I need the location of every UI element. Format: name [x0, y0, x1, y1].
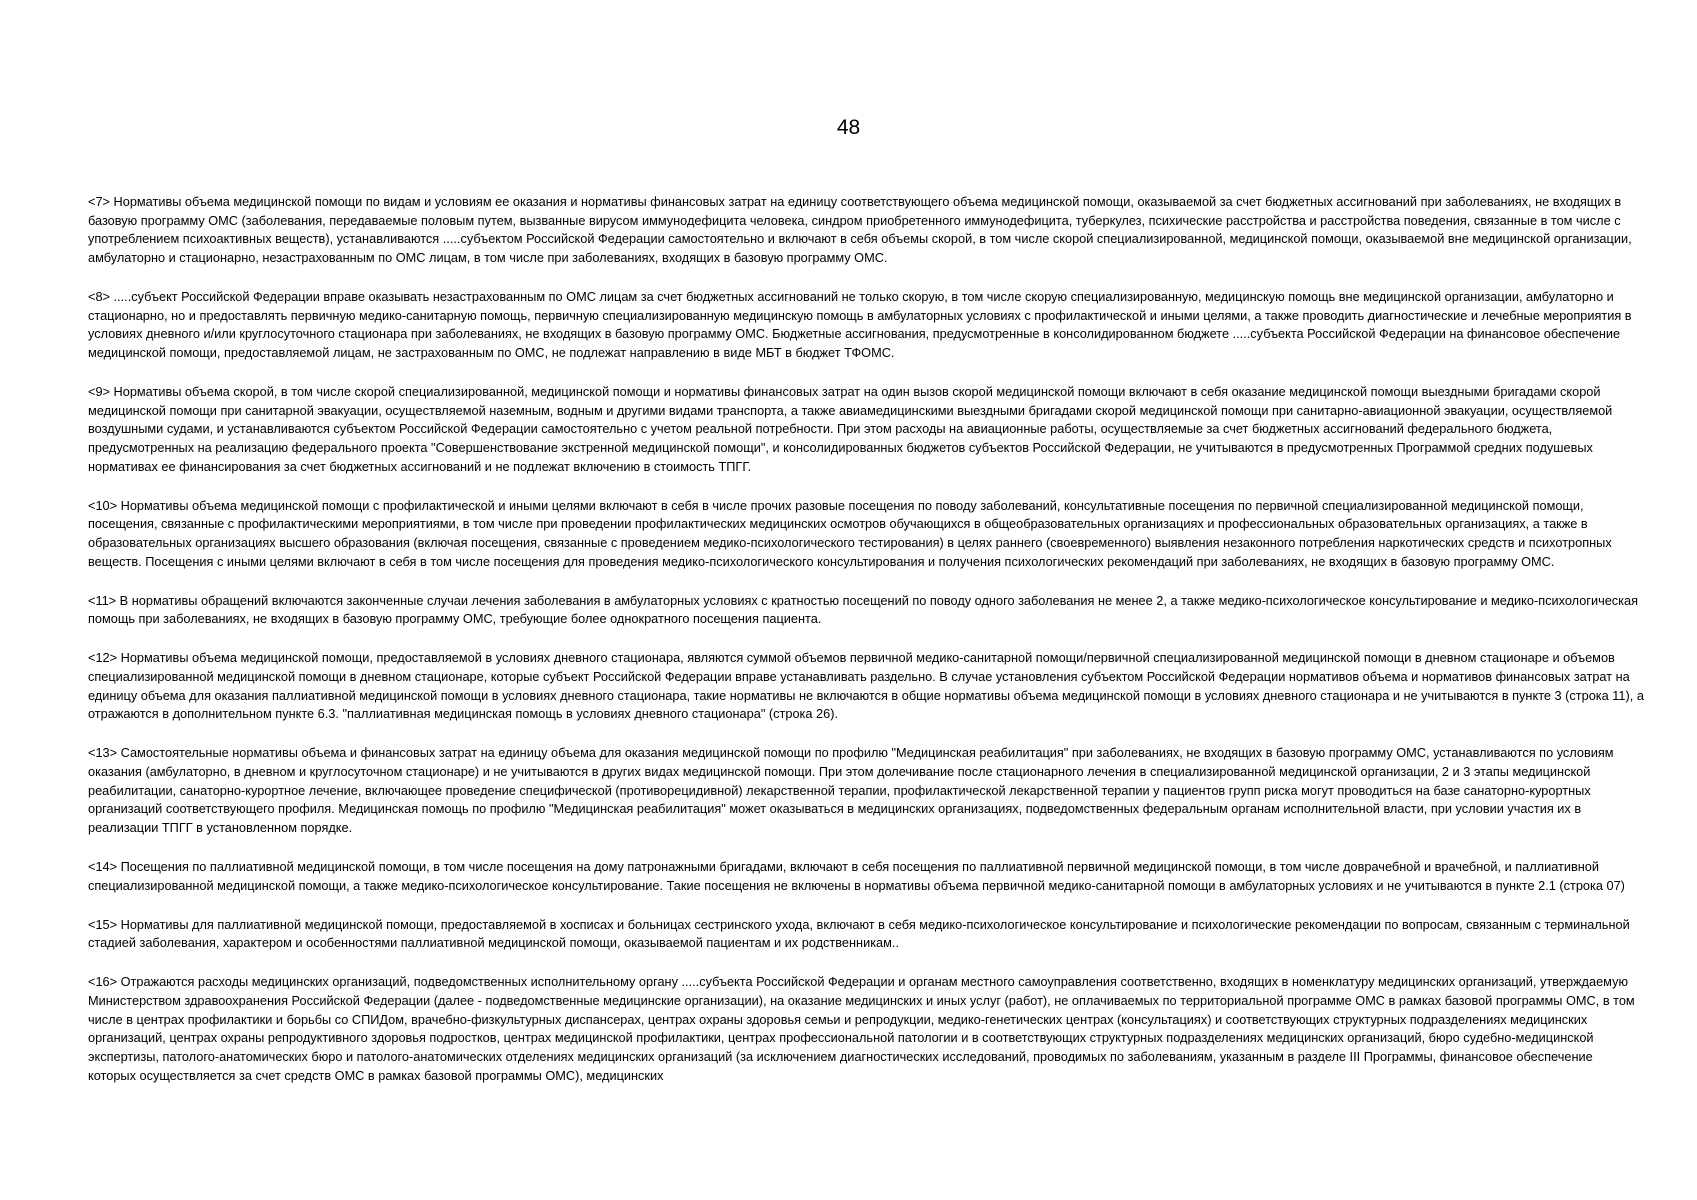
footnote-13: <13> Самостоятельные нормативы объема и финансовых затрат на единицу объема для оказания медицинской помощи по профилю "Медицинская реабилитация" при заболеваниях, не входящих в базовую программу ОМС, устанавливаются по условиям оказания (амбулаторно, в дневном и круглосуточном стационаре) и не учитываются в других видах медицинской помощи. При этом долечивание после стационарного лечения в специализированной медицинской организации, 2 и 3 этапы медицинской реабилитации, санаторно-курортное лечение, включающее проведение специфической (противорецидивной) лекарственной терапии, профилактической лекарственной терапии у пациентов групп риска могут проводиться на базе санаторно-курортных организаций соответствующего профиля. Медицинская помощь по профилю "Медицинская реабилитация" может оказываться в медицинских организациях, подведомственных федеральным органам исполнительной власти, при условии участия их в реализации ТПГГ в установленном порядке. — [88, 745, 1614, 836]
footnote-12: <12> Нормативы объема медицинской помощи, предоставляемой в условиях дневного стационара, являются суммой объемов первичной медико-санитарной помощи/первичной специализированной медицинской помощи в дневном стационаре и объемов специализированной медицинской помощи в дневном стационаре, которые субъект Российской Федерации вправе устанавливать раздельно. В случае установления субъектом Российской Федерации нормативов объема и нормативов финансовых затрат на единицу объема для оказания паллиативной медицинской помощи в условиях дневного стационара, такие нормативы не включаются в общие нормативы объема медицинской помощи в условиях дневного стационара и не учитываются в пункте 3 (строка 11), а отражаются в дополнительном пункте 6.3. "паллиативная медицинская помощь в условиях дневного стационара" (строка 26). — [88, 650, 1644, 722]
footnote-8: <8> .....субъект Российской Федерации вправе оказывать незастрахованным по ОМС лицам за счет бюджетных ассигнований не только скорую, в том числе скорую специализированную, медицинскую помощь вне медицинской организации, амбулаторно и стационарно, но и предоставлять первичную медико-санитарную помощь, первичную специализированную медицинскую помощь в амбулаторных условиях с профилактической и иными целями, а также проводить диагностические и лечебные мероприятия в условиях дневного и/или круглосуточного стационара при заболеваниях, не входящих в базовую программу ОМС. Бюджетные ассигнования, предусмотренные в консолидированном бюджете .....субъекта Российской Федерации на финансовое обеспечение медицинской помощи, предоставляемой лицам, не застрахованным по ОМС, не подлежат направлению в виде МБТ в бюджет ТФОМС. — [88, 289, 1632, 361]
page-number: 48 — [836, 116, 861, 139]
footnote-15: <15> Нормативы для паллиативной медицинской помощи, предоставляемой в хосписах и больницах сестринского ухода, включают в себя медико-психологическое консультирование и психологические рекомендации по вопросам, связанным с терминальной стадией заболевания, характером и особенностями паллиативной медицинской помощи, оказываемой пациентам и их родственникам.. — [88, 916, 1630, 951]
footnote-9: <9> Нормативы объема скорой, в том числе скорой специализированной, медицинской помощи и нормативы финансовых затрат на один вызов скорой медицинской помощи включают в себя оказание медицинской помощи выездными бригадами скорой медицинской помощи при санитарной эвакуации, осуществляемой наземным, водным и другими видами транспорта, а также авиамедицинскими выездными бригадами скорой медицинской помощи при санитарно-авиационной эвакуации, осуществляемой воздушными судами, и устанавливаются субъектом Российской Федерации самостоятельно с учетом реальной потребности. При этом расходы на авиационные работы, осуществляемые за счет бюджетных ассигнований федерального бюджета, предусмотренных на реализацию федерального проекта "Совершенствование экстренной медицинской помощи", и консолидированных бюджетов субъектов Российской Федерации, не учитываются в предусмотренных Программой средних подушевых нормативах ее финансирования за счет бюджетных ассигнований и не подлежат включению в стоимость ТПГГ. — [88, 384, 1613, 474]
footnotes-section — [88, 193, 1644, 1106]
footnote-10: <10> Нормативы объема медицинской помощи с профилактической и иными целями включают в себя в числе прочих разовые посещения по поводу заболеваний, консультативные посещения по первичной специализированной медицинской помощи, посещения, связанные с профилактическими мероприятиями, в том числе при проведении профилактических медицинских осмотров обучающихся в общеобразовательных организациях и профессиональных образовательных организациях, а также в образовательных организациях высшего образования (включая посещения, связанные с проведением медико-психологического тестирования) в целях раннего (своевременного) выявления незаконного потребления наркотических средств и психотропных веществ. Посещения с иными целями включают в себя в том числе посещения для проведения медико-психологического консультирования и получения психологических рекомендаций при заболеваниях, не входящих в базовую программу ОМС. — [88, 497, 1612, 569]
footnote-16: <16> Отражаются расходы медицинских организаций, подведомственных исполнительному органу .....субъекта Российской Федерации и органам местного самоуправления соответственно, входящих в номенклатуру медицинских организаций, утверждаемую Министерством здравоохранения Российской Федерации (далее - подведомственные медицинские организации), на оказание медицинских и иных услуг (работ), не оплачиваемых по территориальной программе ОМС в рамках базовой программы ОМС, в том числе в центрах профилактики и борьбы со СПИДом, врачебно-физкультурных диспансерах, центрах охраны здоровья семьи и репродукции, медико-генетических центрах (консультациях) и соответствующих структурных подразделениях медицинских организаций, центрах охраны репродуктивного здоровья подростков, центрах медицинской профилактики, центрах профессиональной патологии и в соответствующих структурных подразделениях медицинских организаций, бюро судебно-медицинской экспертизы, патолого-анатомических бюро и патолого-анатомических отделениях медицинских организаций (за исключением диагностических исследований, проводимых по заболеваниям, указанным в разделе III Программы, финансовое обеспечение которых осуществляется за счет средств ОМС в рамках базовой программы ОМС), медицинских — [88, 974, 1635, 1083]
footnote-11: <11> В нормативы обращений включаются законченные случаи лечения заболевания в амбулаторных условиях с кратностью посещений по поводу одного заболевания не менее 2, а также медико-психологическое консультирование и медико-психологическая помощь при заболеваниях, не входящих в базовую программу ОМС, требующие более однократного посещения пациента. — [88, 592, 1639, 627]
footnote-7: <7> Нормативы объема медицинской помощи по видам и условиям ее оказания и нормативы финансовых затрат на единицу соответствующего объема медицинской помощи, оказываемой за счет бюджетных ассигнований при заболеваниях, не входящих в базовую программу ОМС (заболевания, передаваемые половым путем, вызванные вирусом иммунодефицита человека, синдром приобретенного иммунодефицита, туберкулез, психические расстройства и расстройства поведения, связанные в том числе с употреблением психоактивных веществ), устанавливаются .....субъектом Российской Федерации самостоятельно и включают в себя объемы скорой, в том числе скорой специализированной, медицинской помощи, оказываемой вне медицинской организации, амбулаторно и стационарно, незастрахованным по ОМС лицам, в том числе при заболеваниях, входящих в базовую программу ОМС. — [88, 194, 1632, 266]
footnote-14: <14> Посещения по паллиативной медицинской помощи, в том числе посещения на дому патронажными бригадами, включают в себя посещения по паллиативной первичной медицинской помощи, в том числе доврачебной и врачебной, и паллиативной специализированной медицинской помощи, а также медико-психологическое консультирование. Такие посещения не включены в нормативы объема первичной медико-санитарной помощи в амбулаторных условиях и не учитываются в пункте 2.1 (строка 07) — [88, 859, 1625, 893]
